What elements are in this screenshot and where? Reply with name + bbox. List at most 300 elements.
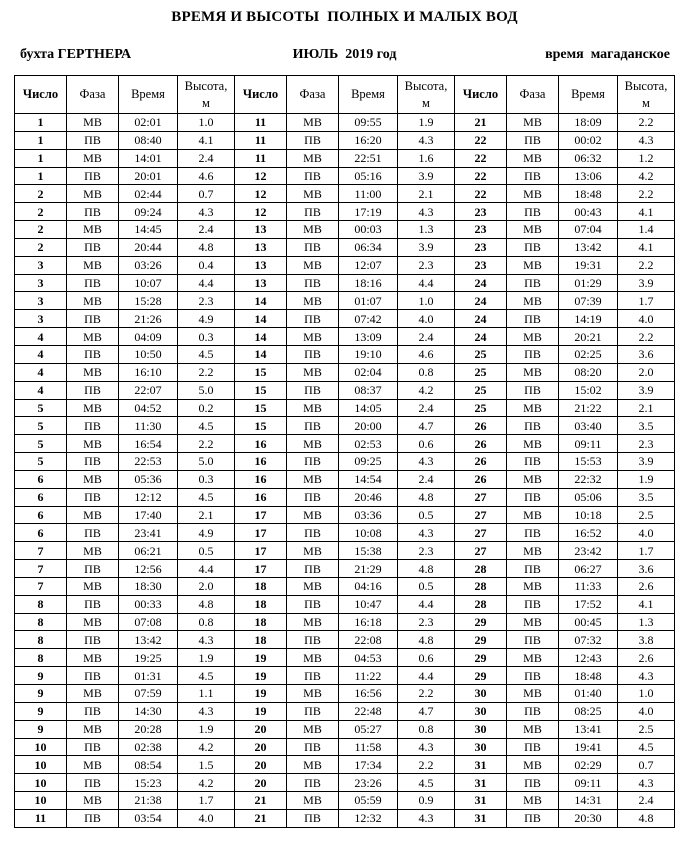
phase-cell: ПВ — [507, 809, 559, 827]
table-row — [15, 595, 675, 613]
table-row — [15, 203, 675, 221]
date-cell: 11 — [235, 114, 287, 132]
phase-cell: МВ — [507, 328, 559, 346]
time-cell: 16:52 — [559, 524, 618, 542]
phase-cell: МВ — [507, 792, 559, 810]
height-cell: 0.6 — [398, 649, 455, 667]
date-cell: 13 — [235, 238, 287, 256]
height-cell: 3.9 — [618, 381, 675, 399]
phase-cell: МВ — [67, 292, 119, 310]
height-cell: 3.5 — [618, 488, 675, 506]
height-cell: 4.3 — [398, 524, 455, 542]
date-cell: 19 — [235, 649, 287, 667]
phase-cell: МВ — [287, 292, 339, 310]
height-cell: 3.8 — [618, 631, 675, 649]
date-cell: 3 — [15, 256, 67, 274]
height-cell: 1.6 — [398, 149, 455, 167]
height-cell: 2.2 — [178, 363, 235, 381]
phase-cell: ПВ — [507, 238, 559, 256]
phase-cell: ПВ — [67, 702, 119, 720]
phase-cell: ПВ — [67, 667, 119, 685]
time-cell: 01:40 — [559, 685, 618, 703]
time-cell: 09:11 — [559, 774, 618, 792]
table-row — [15, 185, 675, 203]
date-cell: 8 — [15, 595, 67, 613]
date-cell: 24 — [455, 328, 507, 346]
phase-cell: ПВ — [67, 595, 119, 613]
time-cell: 06:34 — [339, 238, 398, 256]
height-cell: 2.1 — [618, 399, 675, 417]
height-cell: 4.0 — [398, 310, 455, 328]
phase-cell: МВ — [287, 256, 339, 274]
phase-cell: ПВ — [287, 631, 339, 649]
table-row — [15, 363, 675, 381]
date-cell: 19 — [235, 667, 287, 685]
height-cell: 4.1 — [618, 238, 675, 256]
height-cell: 0.3 — [178, 328, 235, 346]
phase-cell: МВ — [507, 506, 559, 524]
height-cell: 4.6 — [178, 167, 235, 185]
page-title: ВРЕМЯ И ВЫСОТЫ ПОЛНЫХ И МАЛЫХ ВОД — [171, 9, 518, 25]
date-cell: 10 — [15, 792, 67, 810]
phase-cell: МВ — [287, 114, 339, 132]
phase-cell: ПВ — [507, 453, 559, 471]
phase-cell: ПВ — [507, 131, 559, 149]
height-cell: 0.5 — [398, 577, 455, 595]
date-cell: 25 — [455, 399, 507, 417]
height-cell: 3.9 — [398, 167, 455, 185]
date-cell: 11 — [235, 149, 287, 167]
date-cell: 13 — [235, 221, 287, 239]
table-row — [15, 435, 675, 453]
date-cell: 26 — [455, 417, 507, 435]
height-cell: 4.5 — [178, 667, 235, 685]
date-cell: 29 — [455, 631, 507, 649]
time-cell: 02:04 — [339, 363, 398, 381]
time-cell: 08:54 — [119, 756, 178, 774]
header-unit-label: м — [422, 95, 430, 110]
height-cell: 2.2 — [398, 756, 455, 774]
phase-cell: МВ — [67, 221, 119, 239]
date-cell: 31 — [455, 756, 507, 774]
phase-cell: МВ — [287, 613, 339, 631]
height-cell: 5.0 — [178, 381, 235, 399]
header-time — [559, 76, 618, 114]
time-cell: 13:09 — [339, 328, 398, 346]
date-cell: 19 — [235, 685, 287, 703]
date-cell: 20 — [235, 738, 287, 756]
date-cell: 1 — [15, 114, 67, 132]
height-cell: 4.8 — [178, 595, 235, 613]
phase-cell: ПВ — [507, 203, 559, 221]
time-cell: 18:48 — [559, 667, 618, 685]
height-cell: 4.5 — [618, 738, 675, 756]
time-cell: 20:44 — [119, 238, 178, 256]
tide-table-head — [15, 76, 675, 114]
height-cell: 4.3 — [398, 131, 455, 149]
date-cell: 12 — [235, 167, 287, 185]
phase-cell: ПВ — [287, 774, 339, 792]
tide-table-body — [15, 114, 675, 828]
header-time — [339, 76, 398, 114]
phase-cell: ПВ — [287, 595, 339, 613]
time-cell: 00:43 — [559, 203, 618, 221]
time-cell: 16:56 — [339, 685, 398, 703]
height-cell: 0.7 — [178, 185, 235, 203]
phase-cell: МВ — [67, 363, 119, 381]
phase-cell: ПВ — [287, 524, 339, 542]
height-cell: 2.2 — [398, 685, 455, 703]
time-cell: 01:07 — [339, 292, 398, 310]
table-row — [15, 310, 675, 328]
height-cell: 4.9 — [178, 310, 235, 328]
phase-cell: ПВ — [507, 167, 559, 185]
date-cell: 23 — [455, 203, 507, 221]
height-cell: 4.4 — [398, 595, 455, 613]
table-row — [15, 631, 675, 649]
height-cell: 4.3 — [618, 667, 675, 685]
date-cell: 9 — [15, 702, 67, 720]
table-row — [15, 524, 675, 542]
height-cell: 4.5 — [178, 345, 235, 363]
header-label-line1: Высота, — [404, 78, 448, 93]
date-cell: 15 — [235, 363, 287, 381]
date-cell: 27 — [455, 488, 507, 506]
time-cell: 19:25 — [119, 649, 178, 667]
tide-table — [14, 75, 675, 828]
time-cell: 03:36 — [339, 506, 398, 524]
date-cell: 23 — [455, 238, 507, 256]
date-cell: 5 — [15, 399, 67, 417]
time-cell: 13:06 — [559, 167, 618, 185]
date-cell: 11 — [235, 131, 287, 149]
height-cell: 2.2 — [618, 114, 675, 132]
phase-cell: ПВ — [67, 738, 119, 756]
height-cell: 4.1 — [618, 595, 675, 613]
table-row — [15, 560, 675, 578]
height-cell: 4.4 — [178, 274, 235, 292]
phase-cell: ПВ — [67, 524, 119, 542]
phase-cell: МВ — [287, 328, 339, 346]
date-cell: 16 — [235, 435, 287, 453]
time-cell: 02:53 — [339, 435, 398, 453]
date-cell: 16 — [235, 453, 287, 471]
height-cell: 1.3 — [618, 613, 675, 631]
date-cell: 24 — [455, 292, 507, 310]
phase-cell: ПВ — [507, 488, 559, 506]
table-row — [15, 756, 675, 774]
height-cell: 4.1 — [178, 131, 235, 149]
subtitle-row — [0, 47, 689, 65]
time-cell: 03:54 — [119, 809, 178, 827]
phase-cell: МВ — [287, 792, 339, 810]
time-cell: 01:31 — [119, 667, 178, 685]
phase-cell: МВ — [507, 256, 559, 274]
date-cell: 27 — [455, 524, 507, 542]
height-cell: 2.0 — [178, 577, 235, 595]
height-cell: 2.4 — [398, 470, 455, 488]
date-cell: 21 — [455, 114, 507, 132]
time-cell: 14:19 — [559, 310, 618, 328]
month-year-label: ИЮЛЬ 2019 год — [292, 47, 397, 62]
time-cell: 16:20 — [339, 131, 398, 149]
time-cell: 08:40 — [119, 131, 178, 149]
height-cell: 1.7 — [618, 292, 675, 310]
phase-cell: МВ — [287, 363, 339, 381]
time-cell: 08:25 — [559, 702, 618, 720]
height-cell: 1.9 — [178, 720, 235, 738]
phase-cell: ПВ — [287, 488, 339, 506]
table-row — [15, 345, 675, 363]
time-cell: 03:26 — [119, 256, 178, 274]
phase-cell: ПВ — [67, 417, 119, 435]
date-cell: 18 — [235, 613, 287, 631]
height-cell: 4.8 — [398, 488, 455, 506]
header-label-line1: Время — [571, 87, 605, 101]
header-height — [618, 76, 675, 114]
phase-cell: МВ — [67, 506, 119, 524]
date-cell: 12 — [235, 185, 287, 203]
phase-cell: ПВ — [287, 667, 339, 685]
height-cell: 1.5 — [178, 756, 235, 774]
table-row — [15, 131, 675, 149]
time-cell: 06:21 — [119, 542, 178, 560]
date-cell: 11 — [15, 809, 67, 827]
table-row — [15, 488, 675, 506]
date-cell: 22 — [455, 185, 507, 203]
height-cell: 0.4 — [178, 256, 235, 274]
header-phase — [287, 76, 339, 114]
time-cell: 18:16 — [339, 274, 398, 292]
table-row — [15, 809, 675, 827]
time-cell: 01:29 — [559, 274, 618, 292]
time-cell: 21:38 — [119, 792, 178, 810]
table-row — [15, 256, 675, 274]
table-row — [15, 417, 675, 435]
date-cell: 27 — [455, 506, 507, 524]
time-cell: 09:24 — [119, 203, 178, 221]
phase-cell: МВ — [287, 542, 339, 560]
time-cell: 22:32 — [559, 470, 618, 488]
height-cell: 0.5 — [398, 506, 455, 524]
phase-cell: МВ — [67, 756, 119, 774]
date-cell: 14 — [235, 310, 287, 328]
date-cell: 2 — [15, 203, 67, 221]
header-label-line1: Время — [351, 87, 385, 101]
date-cell: 30 — [455, 685, 507, 703]
phase-cell: ПВ — [287, 131, 339, 149]
phase-cell: МВ — [507, 435, 559, 453]
phase-cell: ПВ — [67, 809, 119, 827]
time-cell: 03:40 — [559, 417, 618, 435]
header-height — [178, 76, 235, 114]
phase-cell: МВ — [67, 720, 119, 738]
date-cell: 31 — [455, 792, 507, 810]
time-cell: 12:32 — [339, 809, 398, 827]
time-cell: 17:52 — [559, 595, 618, 613]
phase-cell: ПВ — [287, 702, 339, 720]
date-cell: 3 — [15, 310, 67, 328]
height-cell: 1.1 — [178, 685, 235, 703]
height-cell: 3.9 — [398, 238, 455, 256]
phase-cell: МВ — [67, 792, 119, 810]
height-cell: 4.8 — [398, 631, 455, 649]
table-row — [15, 720, 675, 738]
height-cell: 4.2 — [178, 774, 235, 792]
date-cell: 6 — [15, 488, 67, 506]
time-cell: 06:32 — [559, 149, 618, 167]
date-cell: 21 — [235, 809, 287, 827]
phase-cell: МВ — [67, 328, 119, 346]
table-row — [15, 792, 675, 810]
phase-cell: МВ — [507, 542, 559, 560]
date-cell: 31 — [455, 774, 507, 792]
phase-cell: МВ — [67, 613, 119, 631]
date-cell: 18 — [235, 595, 287, 613]
time-cell: 00:02 — [559, 131, 618, 149]
table-row — [15, 274, 675, 292]
table-row — [15, 774, 675, 792]
date-cell: 29 — [455, 667, 507, 685]
height-cell: 4.7 — [398, 702, 455, 720]
phase-cell: МВ — [67, 542, 119, 560]
date-cell: 28 — [455, 577, 507, 595]
time-cell: 02:44 — [119, 185, 178, 203]
date-cell: 23 — [455, 256, 507, 274]
height-cell: 1.0 — [618, 685, 675, 703]
height-cell: 4.0 — [618, 702, 675, 720]
time-cell: 23:26 — [339, 774, 398, 792]
height-cell: 2.4 — [398, 399, 455, 417]
location-label: бухта ГЕРТНЕРА — [20, 47, 132, 62]
time-cell: 12:56 — [119, 560, 178, 578]
height-cell: 2.3 — [398, 542, 455, 560]
phase-cell: ПВ — [67, 131, 119, 149]
header-date — [455, 76, 507, 114]
height-cell: 0.7 — [618, 756, 675, 774]
phase-cell: МВ — [287, 470, 339, 488]
height-cell: 0.8 — [398, 363, 455, 381]
height-cell: 1.0 — [178, 114, 235, 132]
phase-cell: ПВ — [287, 310, 339, 328]
date-cell: 28 — [455, 560, 507, 578]
table-row — [15, 453, 675, 471]
height-cell: 1.4 — [618, 221, 675, 239]
time-cell: 22:53 — [119, 453, 178, 471]
time-cell: 11:22 — [339, 667, 398, 685]
time-cell: 05:06 — [559, 488, 618, 506]
phase-cell: МВ — [287, 756, 339, 774]
height-cell: 0.6 — [398, 435, 455, 453]
table-row — [15, 542, 675, 560]
date-cell: 18 — [235, 631, 287, 649]
phase-cell: ПВ — [507, 274, 559, 292]
height-cell: 2.5 — [618, 720, 675, 738]
date-cell: 25 — [455, 345, 507, 363]
height-cell: 4.2 — [398, 381, 455, 399]
date-cell: 22 — [455, 131, 507, 149]
time-cell: 20:28 — [119, 720, 178, 738]
phase-cell: МВ — [67, 399, 119, 417]
height-cell: 4.3 — [398, 453, 455, 471]
date-cell: 6 — [15, 506, 67, 524]
time-cell: 20:00 — [339, 417, 398, 435]
time-cell: 07:59 — [119, 685, 178, 703]
time-cell: 10:47 — [339, 595, 398, 613]
height-cell: 2.3 — [618, 435, 675, 453]
phase-cell: ПВ — [67, 274, 119, 292]
table-row — [15, 649, 675, 667]
time-cell: 22:51 — [339, 149, 398, 167]
table-row — [15, 381, 675, 399]
date-cell: 1 — [15, 131, 67, 149]
table-row — [15, 114, 675, 132]
phase-cell: ПВ — [287, 203, 339, 221]
header-date — [15, 76, 67, 114]
phase-cell: ПВ — [507, 417, 559, 435]
phase-cell: МВ — [507, 613, 559, 631]
height-cell: 4.4 — [398, 667, 455, 685]
table-row — [15, 470, 675, 488]
height-cell: 4.7 — [398, 417, 455, 435]
time-cell: 02:25 — [559, 345, 618, 363]
time-cell: 05:59 — [339, 792, 398, 810]
date-cell: 22 — [455, 167, 507, 185]
time-cell: 14:54 — [339, 470, 398, 488]
date-cell: 4 — [15, 345, 67, 363]
phase-cell: МВ — [507, 149, 559, 167]
phase-cell: ПВ — [67, 453, 119, 471]
height-cell: 2.1 — [178, 506, 235, 524]
date-cell: 2 — [15, 185, 67, 203]
time-cell: 05:16 — [339, 167, 398, 185]
height-cell: 2.1 — [398, 185, 455, 203]
date-cell: 9 — [15, 667, 67, 685]
height-cell: 4.2 — [618, 167, 675, 185]
time-cell: 15:38 — [339, 542, 398, 560]
phase-cell: ПВ — [287, 274, 339, 292]
table-row — [15, 221, 675, 239]
date-cell: 31 — [455, 809, 507, 827]
table-row — [15, 149, 675, 167]
date-cell: 5 — [15, 417, 67, 435]
phase-cell: МВ — [287, 221, 339, 239]
date-cell: 17 — [235, 524, 287, 542]
phase-cell: МВ — [287, 435, 339, 453]
time-cell: 11:33 — [559, 577, 618, 595]
height-cell: 4.3 — [398, 738, 455, 756]
height-cell: 4.1 — [618, 203, 675, 221]
phase-cell: МВ — [507, 756, 559, 774]
header-unit-label: м — [642, 95, 650, 110]
height-cell: 2.2 — [178, 435, 235, 453]
time-cell: 11:58 — [339, 738, 398, 756]
time-cell: 11:30 — [119, 417, 178, 435]
phase-cell: ПВ — [507, 381, 559, 399]
header-label-line1: Фаза — [299, 87, 326, 101]
time-cell: 10:07 — [119, 274, 178, 292]
time-cell: 02:01 — [119, 114, 178, 132]
phase-cell: МВ — [507, 221, 559, 239]
date-cell: 15 — [235, 417, 287, 435]
table-row — [15, 506, 675, 524]
time-cell: 08:20 — [559, 363, 618, 381]
time-cell: 05:27 — [339, 720, 398, 738]
date-cell: 10 — [15, 738, 67, 756]
height-cell: 2.4 — [178, 221, 235, 239]
phase-cell: ПВ — [507, 774, 559, 792]
phase-cell: МВ — [67, 149, 119, 167]
